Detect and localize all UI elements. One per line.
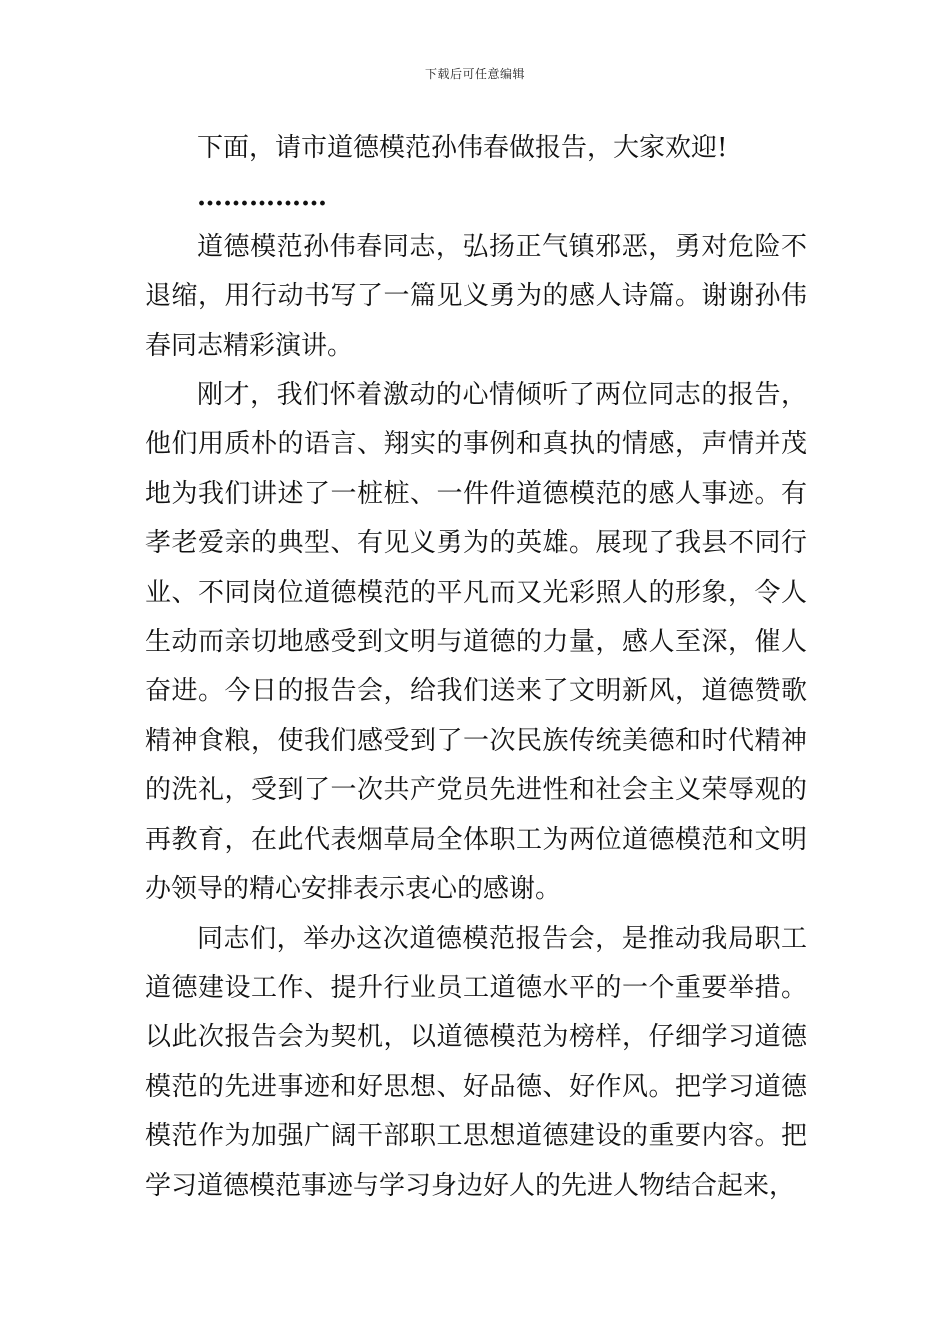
paragraph-thanks: 道德模范孙伟春同志，弘扬正气镇邪恶，勇对危险不退缩，用行动书写了一篇见义勇为的感人诗篇。谢谢孙伟春同志精彩演讲。: [145, 231, 807, 361]
page-header-note: 下载后可任意编辑: [424, 67, 525, 81]
document-body: [145, 124, 807, 1211]
paragraph-intro: 下面，请市道德模范孙伟春做报告，大家欢迎!: [197, 133, 728, 163]
paragraph-ellipsis: ……………: [197, 182, 327, 213]
paragraph-call-to-action: 同志们，举办这次道德模范报告会，是推动我局职工道德建设工作、提升行业员工道德水平的一个重要举措。以此次报告会为契机，以道德模范为榜样，仔细学习道德模范的先进事迹和好思想、好品德、好作风。把学习道德模范作为加强广阔干部职工思想道德建设的重要内容。把学习道德模范事迹与学习身边好人的先进人物结合起来，: [145, 923, 807, 1201]
paragraph-summary: 刚才，我们怀着激动的心情倾听了两位同志的报告，他们用质朴的语言、翔实的事例和真执的情感，声情并茂地为我们讲述了一桩桩、一件件道德模范的感人事迹。有孝老爱亲的典型、有见义勇为的英雄。展现了我县不同行业、不同岗位道德模范的平凡而又光彩照人的形象，令人生动而亲切地感受到文明与道德的力量，感人至深，催人奋进。今日的报告会，给我们送来了文明新风，道德赞歌精神食粮，使我们感受到了一次民族传统美德和时代精神的洗礼，受到了一次共产党员先进性和社会主义荣辱观的再教育，在此代表烟草局全体职工为两位道德模范和文明办领导的精心安排表示衷心的感谢。: [145, 380, 807, 905]
